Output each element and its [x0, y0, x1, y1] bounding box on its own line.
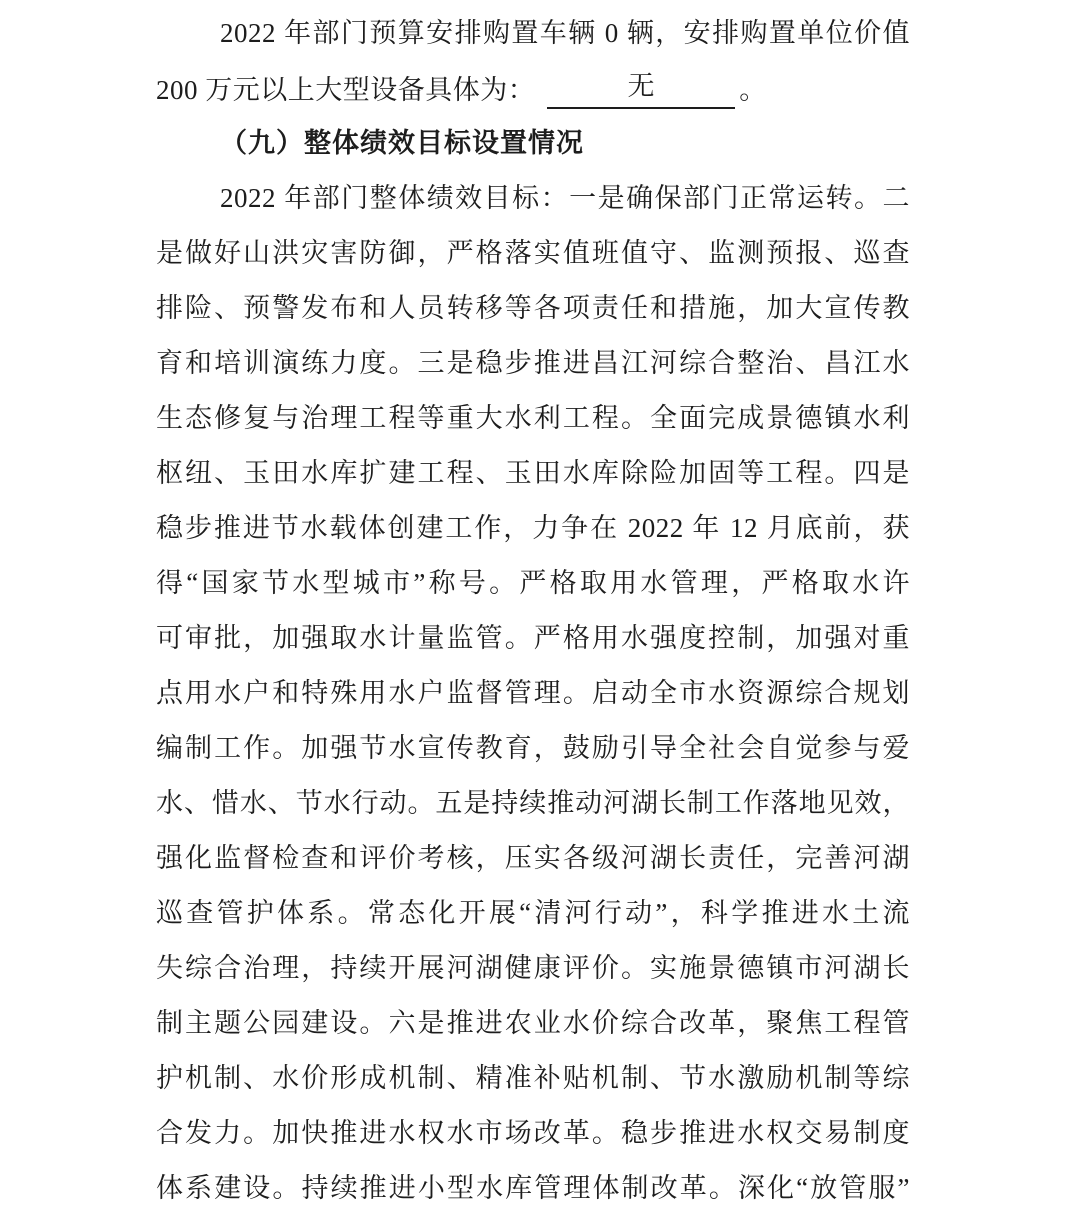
fill-in-blank-underline: 无: [547, 61, 735, 109]
text-line: 可审批，加强取水计量监管。严格用水强度控制，加强对重: [156, 623, 910, 653]
text-line: 生态修复与治理工程等重大水利工程。全面完成景德镇水利: [156, 403, 910, 433]
text-line: 枢纽、玉田水库扩建工程、玉田水库除险加固等工程。四是: [156, 458, 910, 488]
text-line: 编制工作。加强节水宣传教育，鼓励引导全社会自觉参与爱: [156, 733, 910, 763]
text-line: 水、惜水、节水行动。五是持续推动河湖长制工作落地见效，: [156, 788, 910, 818]
blank-line-suffix: 。: [739, 75, 767, 105]
text-line: 强化监督检查和评价考核，压实各级河湖长责任，完善河湖: [156, 843, 910, 873]
text-line: 失综合治理，持续开展河湖健康评价。实施景德镇市河湖长: [156, 953, 910, 983]
text-line: 护机制、水价形成机制、精准补贴机制、节水激励机制等综: [156, 1063, 910, 1093]
section-heading-performance-goals: （九）整体绩效目标设置情况: [220, 128, 584, 158]
text-line: 合发力。加快推进水权水市场改革。稳步推进水权交易制度: [156, 1118, 910, 1148]
text-line: 排险、预警发布和人员转移等各项责任和措施，加大宣传教: [156, 293, 910, 323]
text-line: 是做好山洪灾害防御，严格落实值班值守、监测预报、巡查: [156, 238, 910, 268]
text-line: 点用水户和特殊用水户监督管理。启动全市水资源综合规划: [156, 678, 910, 708]
paragraph-equipment-blank-line: [156, 61, 910, 116]
paragraph-vehicle-budget-line: 2022 年部门预算安排购置车辆 0 辆，安排购置单位价值: [220, 18, 910, 48]
text-line: 得“国家节水型城市”称号。严格取用水管理，严格取水许: [156, 568, 910, 598]
text-line: 巡查管护体系。常态化开展“清河行动”，科学推进水土流: [156, 898, 910, 928]
text-line: 稳步推进节水载体创建工作，力争在 2022 年 12 月底前，获: [156, 513, 910, 543]
blank-line-prefix: 200 万元以上大型设备具体为：: [156, 75, 536, 105]
text-line: 体系建设。持续推进小型水库管理体制改革。深化“放管服”: [156, 1173, 910, 1203]
text-line: 制主题公园建设。六是推进农业水价综合改革，聚焦工程管: [156, 1008, 910, 1038]
text-line: 育和培训演练力度。三是稳步推进昌江河综合整治、昌江水: [156, 348, 910, 378]
text-line: 2022 年部门整体绩效目标：一是确保部门正常运转。二: [220, 183, 910, 213]
